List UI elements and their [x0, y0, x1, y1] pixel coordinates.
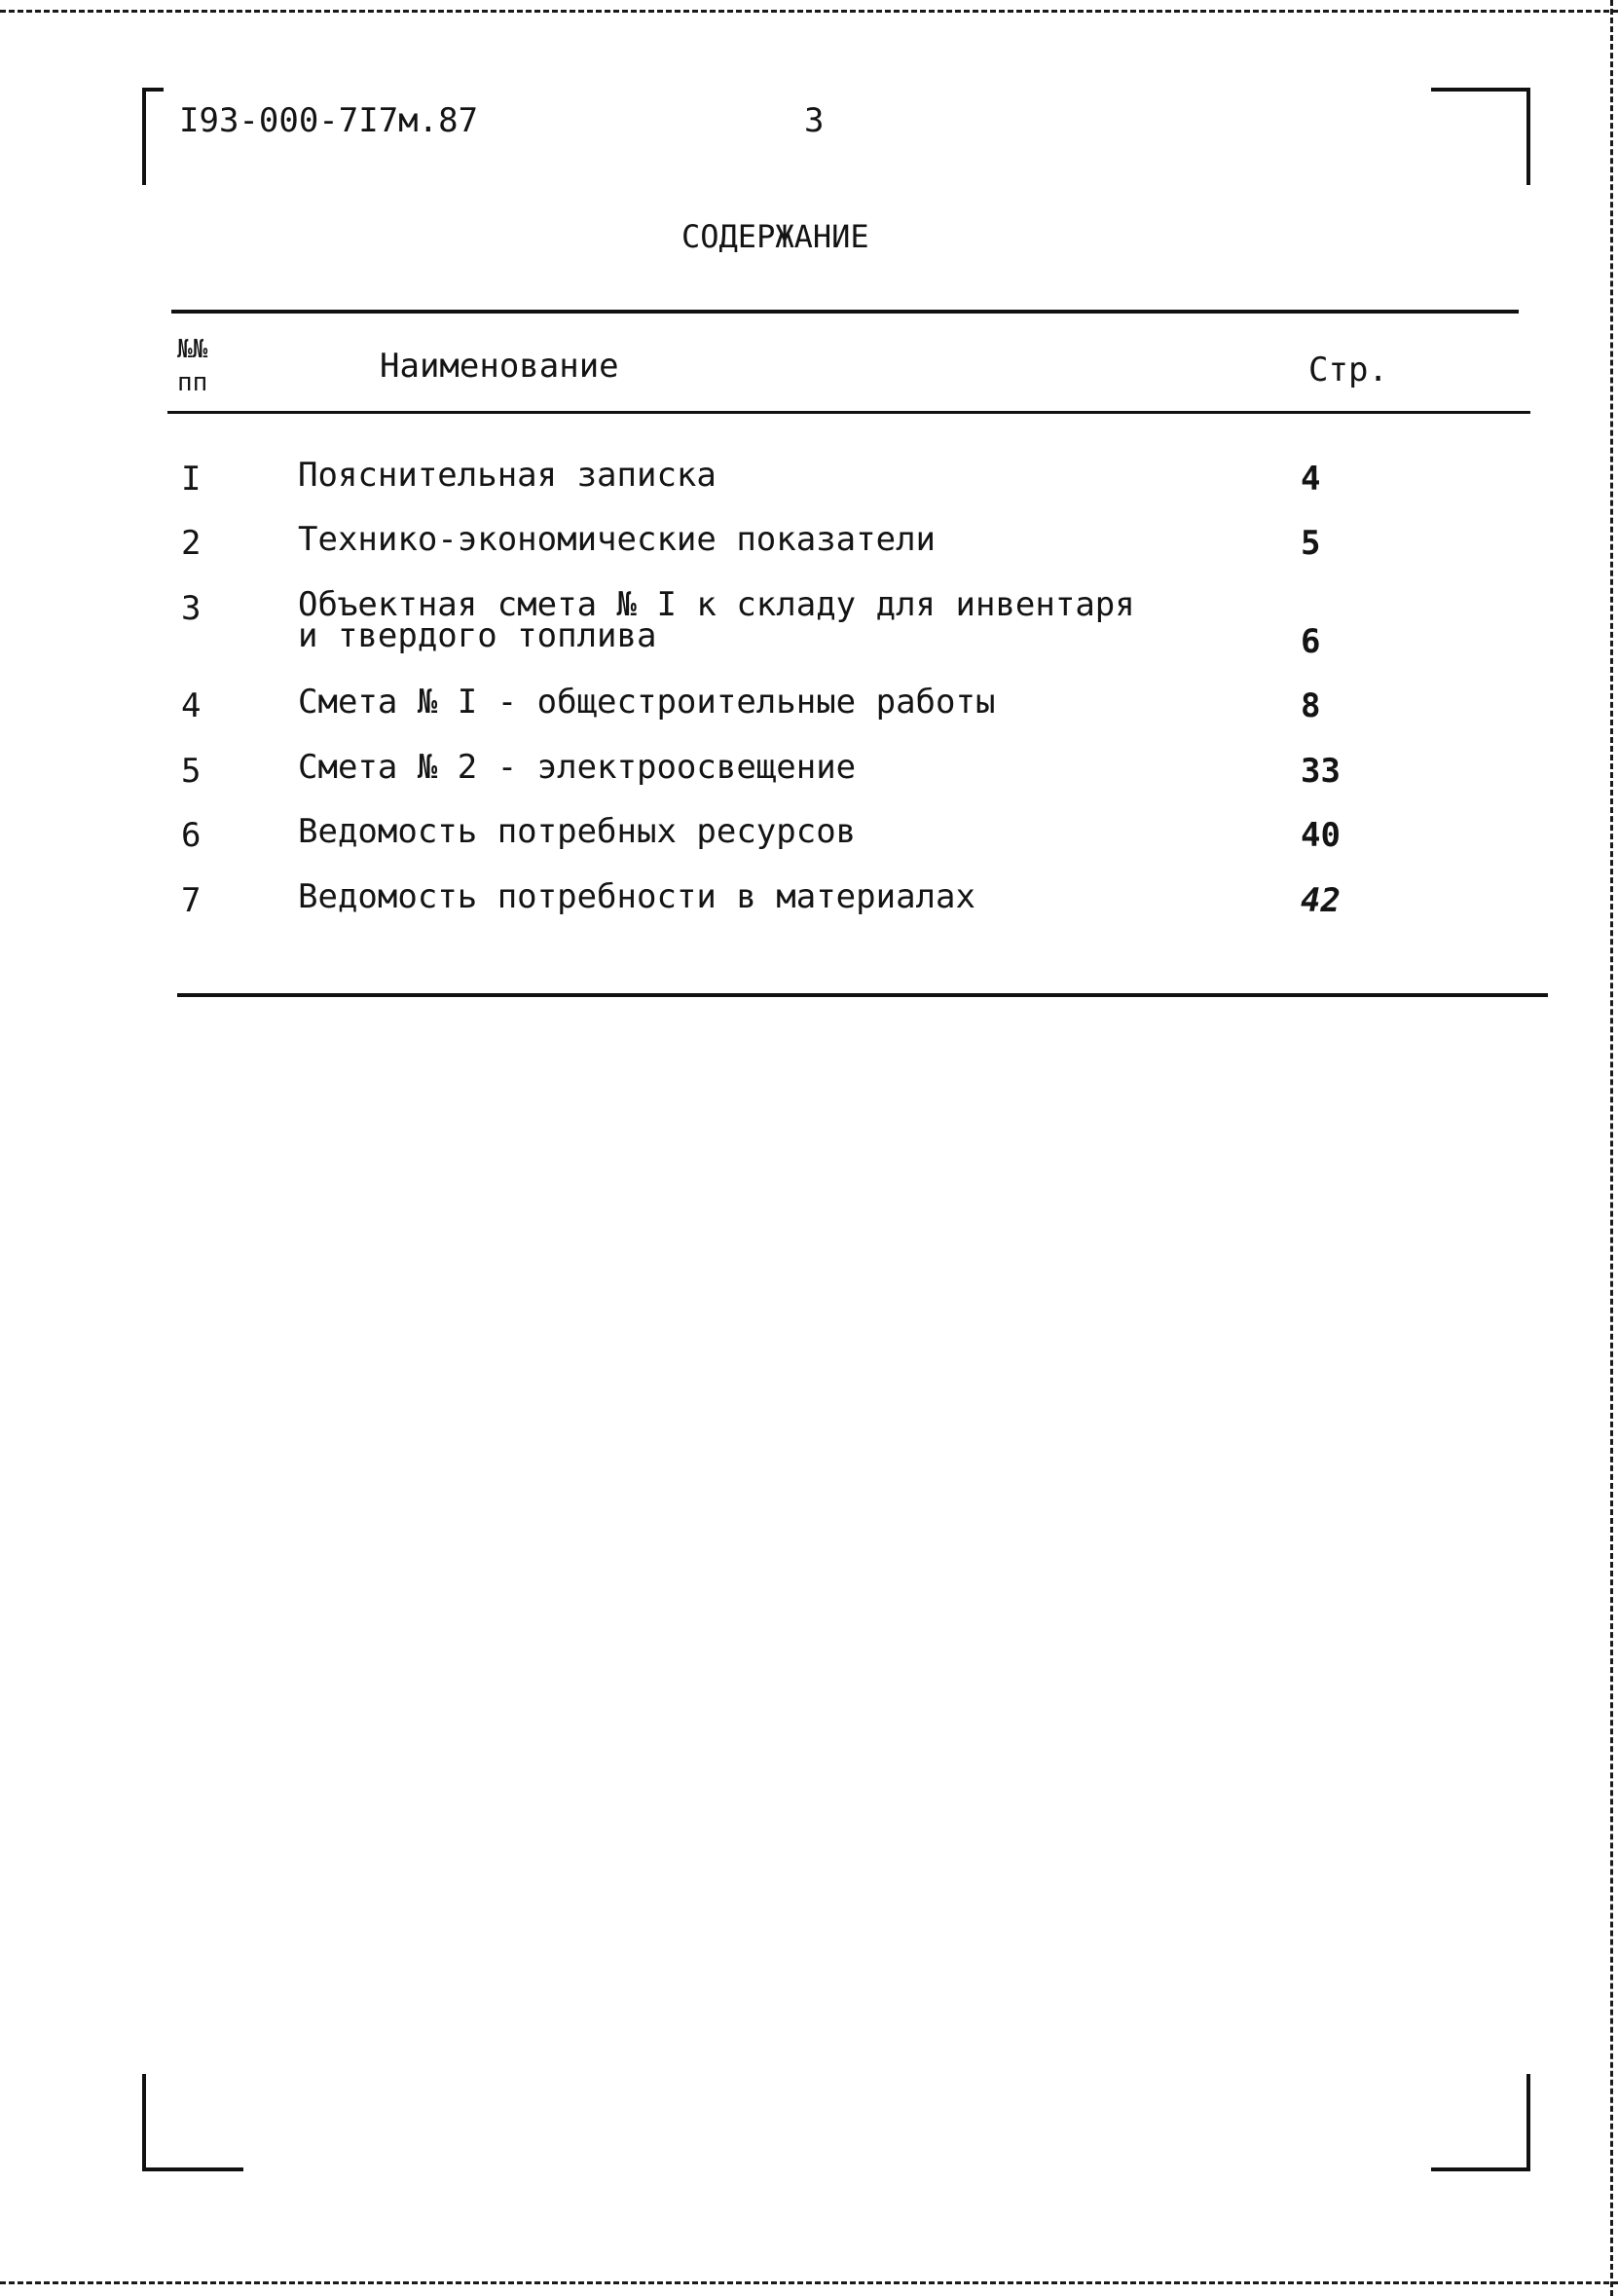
corner-mark-top-left	[142, 88, 164, 185]
scan-border-top	[0, 10, 1618, 13]
toc-row-name: Технико-экономические показатели	[298, 520, 937, 559]
toc-title: СОДЕРЖАНИЕ	[681, 218, 869, 255]
toc-row-name: Пояснительная записка	[298, 456, 717, 495]
toc-row-name: Ведомость потребных ресурсов	[298, 812, 857, 851]
scan-border-right	[1610, 0, 1613, 2296]
scan-border-bottom	[0, 2281, 1618, 2284]
toc-row-name: Смета № I - общестроительные работы	[298, 683, 996, 722]
document-code: I93-000-7I7м.87	[179, 101, 479, 140]
toc-row-page: 4	[1301, 460, 1321, 499]
toc-row-page: 40	[1301, 816, 1341, 855]
toc-row-name: Ведомость потребности в материалах	[298, 877, 975, 916]
toc-row-number: 4	[181, 686, 202, 725]
toc-row-number: 2	[181, 524, 202, 563]
toc-row-page: 8	[1301, 686, 1321, 725]
toc-row-page: 42	[1301, 881, 1341, 920]
toc-row-page: 6	[1301, 622, 1321, 661]
toc-row-page: 33	[1301, 752, 1341, 791]
toc-row-number: 7	[181, 881, 202, 920]
table-header-rule	[167, 411, 1530, 414]
corner-mark-bottom-left	[142, 2074, 243, 2171]
toc-row-number: 5	[181, 752, 202, 791]
toc-row-number: 6	[181, 816, 202, 855]
toc-row-number: I	[181, 460, 202, 499]
toc-row-number: 3	[181, 589, 202, 628]
corner-mark-top-right	[1431, 88, 1530, 185]
table-top-rule	[171, 310, 1519, 314]
toc-row-name: Объектная смета № I к складу для инвентаря и твердого топлива	[298, 585, 1135, 655]
column-header-number: №№ пп	[177, 335, 208, 397]
toc-row-name: Смета № 2 - электроосвещение	[298, 748, 857, 787]
column-header-name: Наименование	[380, 347, 619, 386]
column-header-page: Стр.	[1308, 351, 1388, 389]
toc-row-page: 5	[1301, 524, 1321, 563]
corner-mark-bottom-right	[1431, 2074, 1530, 2171]
table-bottom-rule	[177, 993, 1548, 997]
page-number: 3	[804, 101, 825, 140]
